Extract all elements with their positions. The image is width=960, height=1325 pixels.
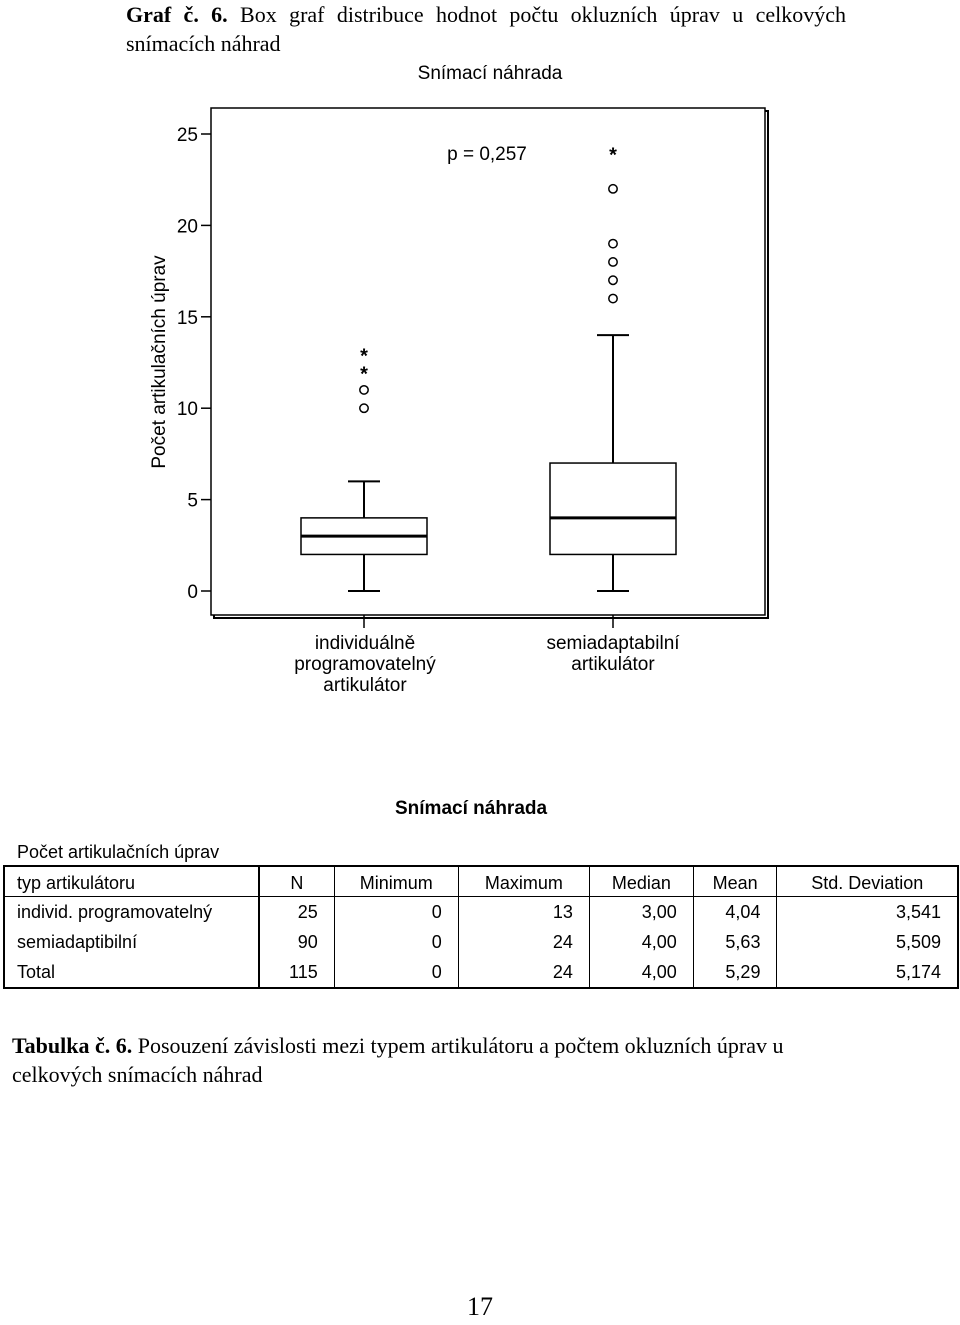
y-tick-label: 25 <box>176 125 198 146</box>
stats-header-row <box>4 866 958 897</box>
stats-header-std-deviation: Std. Deviation <box>777 866 958 897</box>
stats-table-subtitle: Počet artikulačních úprav <box>17 842 220 862</box>
figure-caption-text: Box graf distribuce hodnot počtu okluzních úprav u celkových snímacích náhrad <box>126 2 846 56</box>
y-tick-label: 5 <box>187 490 198 512</box>
plot-frame <box>211 108 765 615</box>
table-caption <box>12 1031 852 1089</box>
extreme-point: * <box>609 144 617 167</box>
stats-table <box>3 865 959 989</box>
table-cell: 5,174 <box>777 957 958 988</box>
x-tick-label: individuálně <box>314 633 416 654</box>
table-cell: 0 <box>334 897 458 928</box>
table-cell: 4,04 <box>693 897 777 928</box>
table-row <box>4 927 958 957</box>
table-cell: 4,00 <box>589 927 693 957</box>
p-value-annotation: p = 0,257 <box>447 144 527 165</box>
box-iqr <box>550 463 676 554</box>
x-tick-label: artikulátor <box>571 654 655 675</box>
table-caption-label: Tabulka č. 6. <box>12 1033 133 1058</box>
x-tick-label: artikulátor <box>323 675 407 696</box>
table-cell: individ. programovatelný <box>4 897 259 928</box>
y-tick-label: 0 <box>187 582 198 603</box>
extreme-point: * <box>360 345 368 368</box>
stats-header-median: Median <box>589 866 693 897</box>
extreme-point: * <box>360 363 368 386</box>
y-tick-label: 15 <box>176 307 198 329</box>
stats-header-minimum: Minimum <box>334 866 458 897</box>
table-cell: Total <box>4 957 259 988</box>
y-tick-label: 10 <box>176 399 198 421</box>
y-axis-label: Počet artikulačních úprav <box>149 255 170 469</box>
x-tick-label: programovatelný <box>294 654 436 675</box>
stats-header-type: typ artikulátoru <box>4 866 259 897</box>
stats-header-maximum: Maximum <box>458 866 589 897</box>
table-cell: 0 <box>334 927 458 957</box>
table-cell: 115 <box>289 961 318 982</box>
table-cell: 5,29 <box>693 957 777 988</box>
table-row <box>4 957 958 988</box>
table-cell: 13 <box>458 897 589 928</box>
table-row <box>4 897 958 928</box>
x-tick-label: semiadaptabilní <box>546 633 680 654</box>
table-cell: 0 <box>334 957 458 988</box>
table-cell: 5,509 <box>777 927 958 957</box>
y-tick-label: 20 <box>176 216 198 238</box>
figure-caption-label: Graf č. 6. <box>126 2 228 27</box>
stats-header-mean: Mean <box>693 866 777 897</box>
table-cell: 5,63 <box>693 927 777 957</box>
chart-title: Snímací náhrada <box>417 63 563 84</box>
table-cell: 24 <box>458 957 589 988</box>
page-number: 17 <box>467 1292 493 1321</box>
table-cell: semiadaptibilní <box>4 927 259 957</box>
table-cell: 3,541 <box>777 897 958 928</box>
table-cell: 25 <box>297 901 318 922</box>
table-cell: 3,00 <box>589 897 693 928</box>
table-cell: 90 <box>297 931 318 952</box>
stats-header-n: N <box>259 866 334 897</box>
table-caption-text: Posouzení závislosti mezi typem artikulátoru a počtem okluzních úprav u celkových snímacích náhrad <box>12 1033 784 1087</box>
table-cell: 24 <box>458 927 589 957</box>
stats-table-title: Snímací náhrada <box>395 798 548 819</box>
table-cell: 4,00 <box>589 957 693 988</box>
